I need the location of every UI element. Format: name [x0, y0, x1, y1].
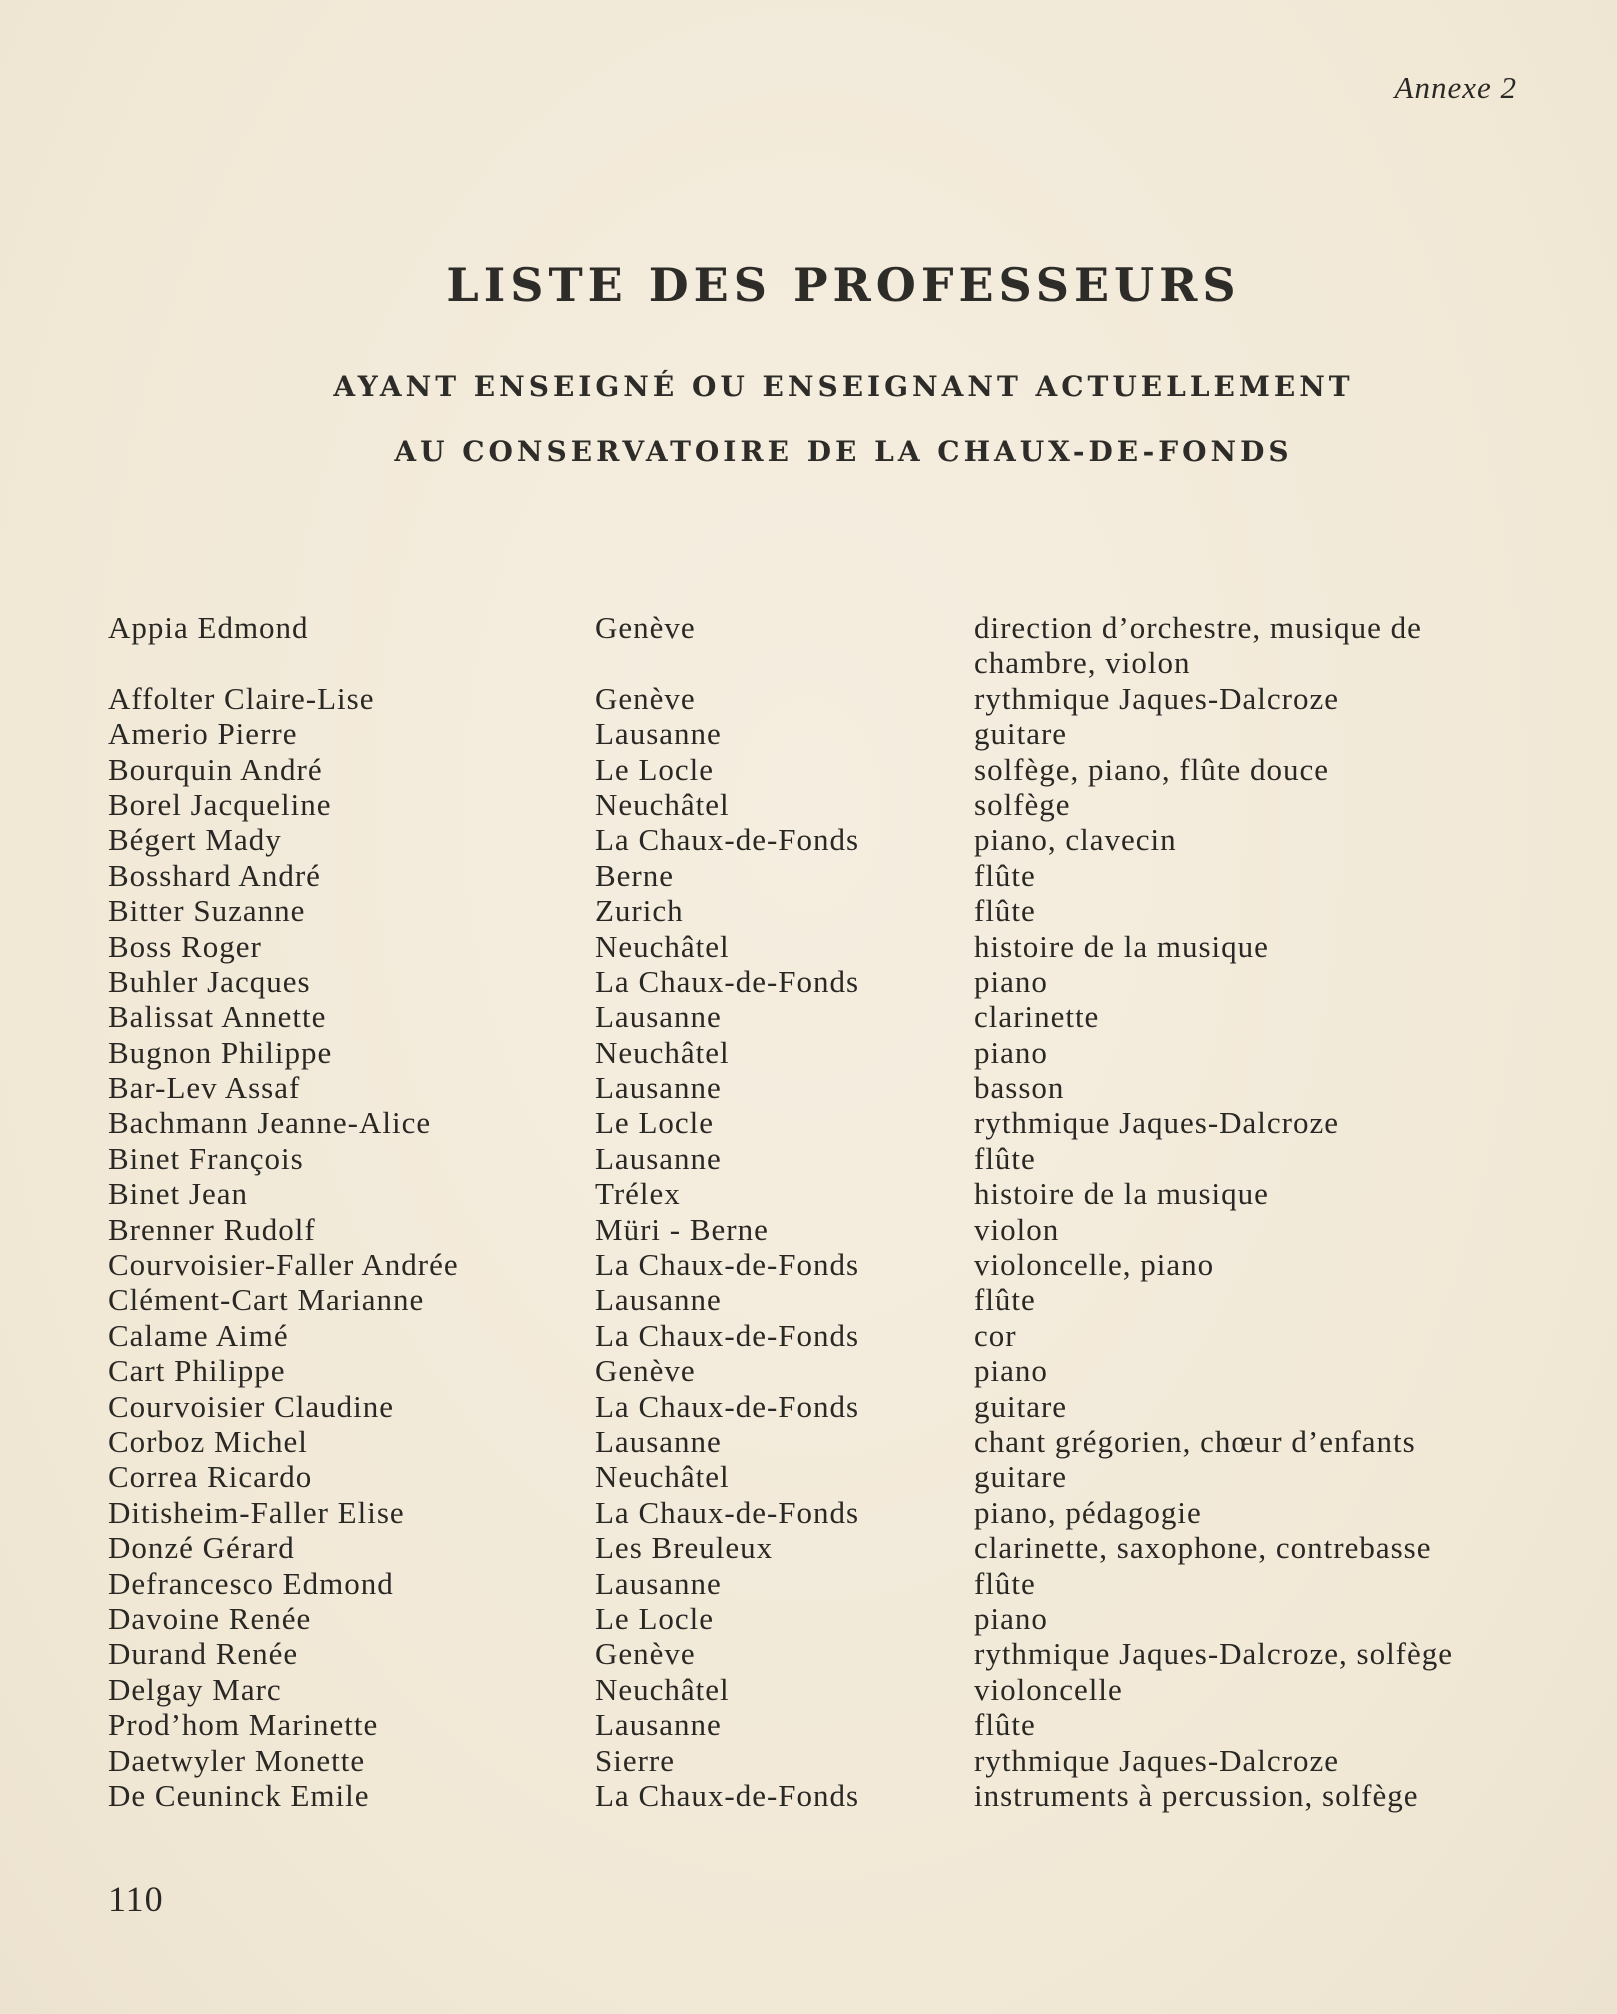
teacher-subject: basson	[974, 1070, 1065, 1106]
teacher-name: Bar-Lev Assaf	[108, 1070, 301, 1106]
teacher-subject: instruments à percussion, solfège	[974, 1777, 1419, 1813]
teacher-name: Binet Jean	[108, 1176, 248, 1212]
teacher-city: Lausanne	[595, 1140, 722, 1176]
teacher-subject: clarinette, saxophone, contrebasse	[974, 1530, 1432, 1566]
teacher-name: Cart Philippe	[108, 1353, 286, 1389]
teacher-city: La Chaux-de-Fonds	[595, 1317, 860, 1353]
list-item	[108, 1176, 1528, 1211]
teacher-subject: flûte	[974, 1282, 1036, 1318]
teacher-name: Brenner Rudolf	[108, 1211, 316, 1247]
teacher-city: Genève	[595, 610, 696, 645]
teacher-city: Lausanne	[595, 1282, 722, 1318]
list-item	[108, 1035, 1528, 1070]
teacher-subject: guitare	[974, 1459, 1068, 1495]
list-item	[108, 1566, 1528, 1601]
teacher-city: Genève	[595, 1353, 696, 1389]
teacher-city: Neuchâtel	[595, 1671, 730, 1707]
list-item	[108, 1495, 1528, 1530]
teacher-list	[108, 610, 1528, 1813]
teacher-city: Lausanne	[595, 716, 722, 752]
list-item	[108, 1424, 1528, 1459]
teacher-city: La Chaux-de-Fonds	[595, 963, 860, 999]
teacher-name: Courvoisier-Faller Andrée	[108, 1247, 459, 1283]
teacher-city: Les Breuleux	[595, 1530, 774, 1566]
teacher-city: Müri - Berne	[595, 1211, 769, 1247]
teacher-subject: histoire de la musique	[974, 1176, 1269, 1212]
teacher-name: Appia Edmond	[108, 610, 309, 645]
teacher-subject: solfège, piano, flûte douce	[974, 751, 1329, 787]
list-item	[108, 1353, 1528, 1388]
page-number: 110	[108, 1879, 164, 1919]
list-item	[108, 822, 1528, 857]
teacher-city: Le Locle	[595, 1105, 715, 1141]
teacher-city: Trélex	[595, 1176, 681, 1212]
teacher-subject: violoncelle	[974, 1671, 1123, 1707]
teacher-name: De Ceuninck Emile	[108, 1777, 370, 1813]
teacher-subject: chant grégorien, chœur d’enfants	[974, 1423, 1416, 1459]
subtitle-line-2: AU CONSERVATOIRE DE LA CHAUX-DE-FONDS	[394, 435, 1293, 468]
teacher-subject: flûte	[974, 1565, 1036, 1601]
list-item	[108, 1707, 1528, 1742]
list-item	[108, 716, 1528, 751]
teacher-name: Affolter Claire-Lise	[108, 680, 375, 716]
teacher-city: Neuchâtel	[595, 928, 730, 964]
list-item	[108, 1672, 1528, 1707]
list-item	[108, 752, 1528, 787]
teacher-city: Neuchâtel	[595, 1459, 730, 1495]
teacher-subject: flûte	[974, 1140, 1036, 1176]
teacher-city: La Chaux-de-Fonds	[595, 1777, 860, 1813]
teacher-name: Bugnon Philippe	[108, 1034, 333, 1070]
teacher-city: Lausanne	[595, 1565, 722, 1601]
list-item	[108, 1105, 1528, 1140]
teacher-city: Neuchâtel	[595, 1034, 730, 1070]
list-item	[108, 1141, 1528, 1176]
teacher-city: Genève	[595, 680, 696, 716]
subtitle-line-1: AYANT ENSEIGNÉ OU ENSEIGNANT ACTUELLEMENT	[333, 370, 1354, 403]
teacher-city: Berne	[595, 857, 675, 893]
teacher-name: Bitter Suzanne	[108, 893, 306, 929]
list-item	[108, 929, 1528, 964]
teacher-subject: solfège	[974, 786, 1071, 822]
teacher-city: Lausanne	[595, 999, 722, 1035]
teacher-city: Genève	[595, 1636, 696, 1672]
teacher-city: La Chaux-de-Fonds	[595, 1494, 860, 1530]
teacher-city: Le Locle	[595, 1600, 715, 1636]
teacher-city: La Chaux-de-Fonds	[595, 1247, 860, 1283]
teacher-name: Delgay Marc	[108, 1671, 282, 1707]
list-item	[108, 1459, 1528, 1494]
teacher-subject: piano	[974, 1353, 1048, 1389]
teacher-name: Durand Renée	[108, 1636, 299, 1672]
teacher-city: Lausanne	[595, 1707, 722, 1743]
list-item	[108, 787, 1528, 822]
teacher-name: Amerio Pierre	[108, 716, 298, 752]
teacher-name: Bégert Mady	[108, 822, 282, 858]
teacher-subject: flûte	[974, 1707, 1036, 1743]
teacher-subject: rythmique Jaques-Dalcroze, solfège	[974, 1636, 1454, 1672]
list-item	[108, 893, 1528, 928]
annex-label: Annexe 2	[1394, 70, 1517, 105]
teacher-city: Zurich	[595, 893, 684, 929]
teacher-subject: clarinette	[974, 999, 1100, 1035]
teacher-city: La Chaux-de-Fonds	[595, 822, 860, 858]
teacher-name: Prod’hom Marinette	[108, 1707, 379, 1743]
list-item	[108, 1778, 1528, 1813]
list-item	[108, 610, 1528, 681]
teacher-city: Le Locle	[595, 751, 715, 787]
teacher-subject: cor	[974, 1317, 1017, 1353]
teacher-name: Daetwyler Monette	[108, 1742, 366, 1778]
teacher-name: Calame Aimé	[108, 1317, 289, 1353]
teacher-subject: violoncelle, piano	[974, 1247, 1215, 1283]
list-item	[108, 1212, 1528, 1247]
teacher-subject: flûte	[974, 893, 1036, 929]
teacher-city: Neuchâtel	[595, 786, 730, 822]
list-item	[108, 1247, 1528, 1282]
teacher-subject: piano	[974, 1600, 1048, 1636]
teacher-name: Binet François	[108, 1140, 304, 1176]
list-item	[108, 1318, 1528, 1353]
teacher-name: Defrancesco Edmond	[108, 1565, 394, 1601]
list-item	[108, 858, 1528, 893]
teacher-name: Courvoisier Claudine	[108, 1388, 395, 1424]
teacher-name: Bachmann Jeanne-Alice	[108, 1105, 432, 1141]
teacher-subject: guitare	[974, 716, 1068, 752]
teacher-name: Donzé Gérard	[108, 1530, 295, 1566]
teacher-subject: rythmique Jaques-Dalcroze	[974, 680, 1340, 716]
page-title: LISTE DES PROFESSEURS	[446, 258, 1241, 312]
teacher-name: Boss Roger	[108, 928, 262, 964]
list-item	[108, 999, 1528, 1034]
list-item	[108, 1389, 1528, 1424]
teacher-subject: direction d’orchestre, musique de chambre, violon	[974, 610, 1422, 681]
list-item	[108, 1636, 1528, 1671]
teacher-name: Ditisheim-Faller Elise	[108, 1494, 405, 1530]
teacher-subject: guitare	[974, 1388, 1068, 1424]
teacher-subject: piano	[974, 963, 1048, 999]
teacher-subject: flûte	[974, 857, 1036, 893]
list-item	[108, 1601, 1528, 1636]
teacher-subject: histoire de la musique	[974, 928, 1269, 964]
teacher-subject: piano, clavecin	[974, 822, 1177, 858]
list-item	[108, 964, 1528, 999]
teacher-name: Balissat Annette	[108, 999, 327, 1035]
teacher-name: Davoine Renée	[108, 1600, 312, 1636]
list-item	[108, 1743, 1528, 1778]
list-item	[108, 681, 1528, 716]
list-item	[108, 1530, 1528, 1565]
teacher-city: La Chaux-de-Fonds	[595, 1388, 860, 1424]
teacher-name: Borel Jacqueline	[108, 786, 332, 822]
teacher-city: Lausanne	[595, 1423, 722, 1459]
teacher-name: Correa Ricardo	[108, 1459, 313, 1495]
teacher-subject: rythmique Jaques-Dalcroze	[974, 1105, 1340, 1141]
list-item	[108, 1282, 1528, 1317]
teacher-city: Lausanne	[595, 1070, 722, 1106]
teacher-subject: piano, pédagogie	[974, 1494, 1202, 1530]
list-item	[108, 1070, 1528, 1105]
teacher-name: Clément-Cart Marianne	[108, 1282, 425, 1318]
teacher-subject: piano	[974, 1034, 1048, 1070]
teacher-name: Bourquin André	[108, 751, 323, 787]
teacher-name: Bosshard André	[108, 857, 321, 893]
teacher-city: Sierre	[595, 1742, 676, 1778]
teacher-name: Buhler Jacques	[108, 963, 311, 999]
teacher-name: Corboz Michel	[108, 1423, 308, 1459]
teacher-subject: rythmique Jaques-Dalcroze	[974, 1742, 1340, 1778]
teacher-subject: violon	[974, 1211, 1060, 1247]
